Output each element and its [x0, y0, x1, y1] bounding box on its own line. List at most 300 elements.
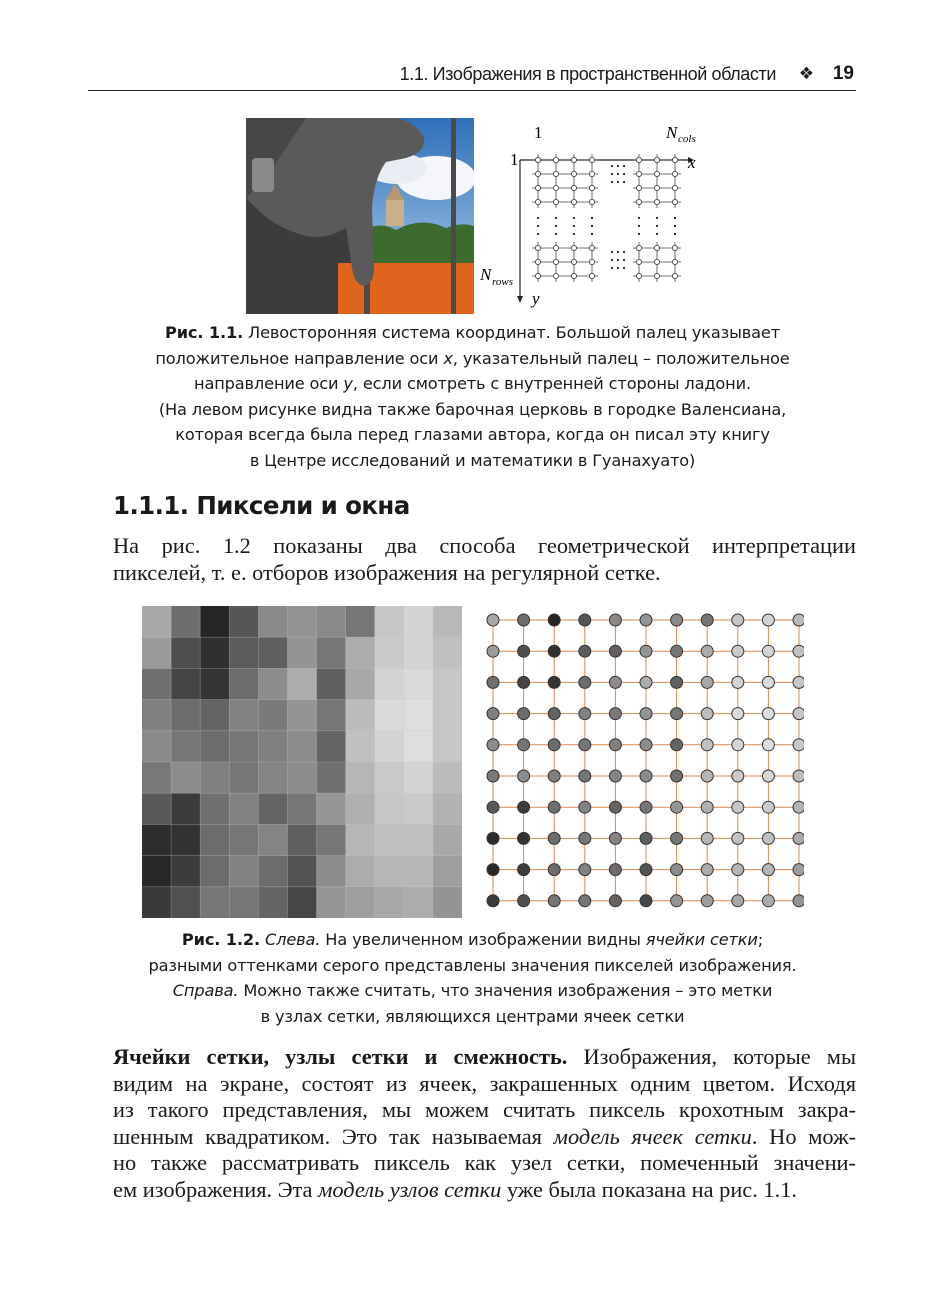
- pixel-cell: [229, 606, 259, 638]
- paragraph-term: модель ячеек сетки: [553, 1123, 752, 1149]
- grid-node: [487, 739, 499, 751]
- caption-text: направление оси: [194, 374, 344, 394]
- grid-node: [609, 708, 621, 720]
- ellipsis-dot: [537, 217, 539, 219]
- ncols-subscript: cols: [678, 133, 696, 145]
- grid-node: [793, 864, 804, 876]
- grid-node: [701, 676, 713, 688]
- diagram-node: [672, 245, 677, 250]
- grid-node: [793, 614, 804, 626]
- pixel-cell: [142, 793, 172, 825]
- ellipsis-dot: [591, 233, 593, 235]
- ellipsis-dot: [573, 225, 575, 227]
- pixel-cell: [258, 887, 288, 918]
- ellipsis-dot: [611, 259, 613, 261]
- grid-node: [548, 614, 560, 626]
- grid-node: [518, 770, 530, 782]
- ellipsis-dot: [555, 225, 557, 227]
- grid-node: [701, 864, 713, 876]
- pixel-cell: [258, 762, 288, 794]
- pixel-cell: [171, 824, 201, 856]
- grid-node: [701, 739, 713, 751]
- grid-node: [732, 708, 744, 720]
- pixel-cell: [287, 637, 317, 669]
- coordinate-grid-diagram: [476, 118, 706, 314]
- grid-node: [701, 801, 713, 813]
- grid-node: [548, 676, 560, 688]
- grid-node: [640, 895, 652, 907]
- pixel-cell: [375, 731, 405, 763]
- pixel-cell: [200, 793, 230, 825]
- grid-node: [487, 801, 499, 813]
- grid-node: [640, 801, 652, 813]
- pixel-cell: [171, 668, 201, 700]
- grid-node: [518, 614, 530, 626]
- pixel-cell: [433, 856, 462, 888]
- pixel-cell: [200, 731, 230, 763]
- grid-node: [640, 770, 652, 782]
- grid-node: [487, 645, 499, 657]
- pixel-cell: [171, 637, 201, 669]
- diagram-node: [571, 245, 576, 250]
- grid-node: [609, 801, 621, 813]
- pixel-cell: [287, 887, 317, 918]
- paragraph-intro: [113, 533, 856, 586]
- pixel-cell: [375, 606, 405, 638]
- pixel-cell: [433, 762, 462, 794]
- pixel-cell: [404, 887, 434, 918]
- ellipsis-dot: [555, 217, 557, 219]
- grid-node: [671, 895, 683, 907]
- grid-node: [579, 864, 591, 876]
- diagram-node: [636, 157, 641, 162]
- grid-node: [487, 895, 499, 907]
- pixel-cell: [404, 700, 434, 732]
- pixel-cell: [142, 668, 172, 700]
- caption-text: которая всегда была перед глазами автора, когда он писал эту книгу: [175, 425, 770, 445]
- grid-node: [701, 708, 713, 720]
- pixel-cell: [404, 856, 434, 888]
- diagram-node: [571, 273, 576, 278]
- grid-node: [793, 708, 804, 720]
- grid-node: [762, 801, 774, 813]
- pixel-cell: [287, 762, 317, 794]
- grid-node: [640, 832, 652, 844]
- ellipsis-dot: [537, 225, 539, 227]
- grid-node: [518, 676, 530, 688]
- diagram-node: [553, 273, 558, 278]
- diagram-node: [672, 199, 677, 204]
- caption-text: (На левом рисунке видна также барочная церковь в городке Валенсиана,: [158, 399, 787, 419]
- grid-node: [609, 864, 621, 876]
- y-axis-arrow-icon: [517, 296, 523, 303]
- diagram-node: [535, 171, 540, 176]
- diagram-node: [535, 199, 540, 204]
- grid-node: [762, 645, 774, 657]
- pixel-cell: [346, 793, 376, 825]
- grid-node: [548, 801, 560, 813]
- grid-node: [671, 739, 683, 751]
- caption-label: Рис. 1.1.: [165, 323, 244, 342]
- pixel-cell: [200, 856, 230, 888]
- pixel-cell: [317, 887, 347, 918]
- grid-node: [609, 832, 621, 844]
- ellipsis-dot: [617, 165, 619, 167]
- grid-node: [518, 708, 530, 720]
- pixel-cell: [171, 700, 201, 732]
- grid-node: [793, 895, 804, 907]
- paragraph-line: [113, 1124, 856, 1151]
- pixel-cell: [229, 731, 259, 763]
- ellipsis-dot: [611, 165, 613, 167]
- pixel-cell: [433, 700, 462, 732]
- ellipsis-dot: [617, 251, 619, 253]
- grid-node: [609, 676, 621, 688]
- diagram-node: [553, 199, 558, 204]
- pixel-cell: [433, 824, 462, 856]
- grid-node: [579, 801, 591, 813]
- diagram-node: [553, 245, 558, 250]
- nrows-subscript: rows: [492, 276, 513, 288]
- diagram-node: [589, 245, 594, 250]
- pixel-cell: [142, 637, 172, 669]
- ellipsis-dot: [638, 217, 640, 219]
- ellipsis-dot: [617, 259, 619, 261]
- pixel-cell: [229, 793, 259, 825]
- ellipsis-dot: [638, 233, 640, 235]
- pixel-cell: [258, 856, 288, 888]
- ellipsis-dot: [537, 233, 539, 235]
- grid-node: [579, 832, 591, 844]
- grid-node: [671, 614, 683, 626]
- pixel-cell: [287, 793, 317, 825]
- pixel-cell: [171, 762, 201, 794]
- ellipsis-dot: [573, 217, 575, 219]
- pixel-cell: [433, 793, 462, 825]
- pixel-cell: [433, 668, 462, 700]
- ellipsis-dot: [656, 233, 658, 235]
- caption-text: , если смотреть с внутренней стороны ладони.: [352, 374, 751, 394]
- diagram-node: [636, 199, 641, 204]
- ellipsis-dot: [638, 225, 640, 227]
- grid-node: [762, 832, 774, 844]
- diagram-node: [535, 273, 540, 278]
- grid-node: [548, 770, 560, 782]
- pixel-cell: [200, 637, 230, 669]
- grid-node: [518, 645, 530, 657]
- pixel-cell: [142, 887, 172, 918]
- caption-term: ячейки сетки: [645, 930, 758, 949]
- diagram-node: [654, 259, 659, 264]
- photo-watch: [252, 158, 274, 192]
- grid-node: [487, 770, 499, 782]
- pixel-cell: [375, 887, 405, 918]
- diagram-node: [672, 171, 677, 176]
- grid-node: [701, 645, 713, 657]
- caption-text: , указательный палец – положительное: [452, 348, 790, 368]
- pixel-cell: [229, 856, 259, 888]
- ellipsis-dot: [623, 267, 625, 269]
- ellipsis-dot: [617, 181, 619, 183]
- grid-node: [732, 645, 744, 657]
- grid-node: [609, 895, 621, 907]
- diagram-node: [535, 185, 540, 190]
- diagram-node: [571, 157, 576, 162]
- pixel-cell: [404, 762, 434, 794]
- grid-node: [579, 708, 591, 720]
- pixel-cell: [258, 824, 288, 856]
- pixel-cell: [171, 731, 201, 763]
- diagram-node: [571, 199, 576, 204]
- pixel-nodes-grid: [484, 608, 804, 914]
- diagram-node: [636, 259, 641, 264]
- paragraph-line: На рис. 1.2 показаны два способа геометрической интерпретации: [113, 533, 856, 558]
- pixel-cell: [229, 824, 259, 856]
- ncols-label: N: [666, 123, 678, 142]
- pixel-cell: [404, 668, 434, 700]
- grid-node: [671, 864, 683, 876]
- grid-node: [487, 832, 499, 844]
- grid-node: [762, 864, 774, 876]
- diagram-node: [654, 245, 659, 250]
- pixel-cell: [317, 668, 347, 700]
- pixel-cell: [404, 793, 434, 825]
- diagram-node: [571, 185, 576, 190]
- pixel-cell: [404, 824, 434, 856]
- diagram-node: [589, 273, 594, 278]
- grid-node: [579, 739, 591, 751]
- pixel-cell: [287, 606, 317, 638]
- grid-node: [793, 770, 804, 782]
- caption-var-x: x: [443, 348, 453, 368]
- grid-node: [762, 708, 774, 720]
- caption-text: разными оттенками серого представлены значения пикселей изображения.: [148, 955, 797, 975]
- grid-node: [732, 676, 744, 688]
- grid-node: [732, 895, 744, 907]
- caption-text: На увеличенном изображении видны: [320, 930, 646, 949]
- pixel-cell: [346, 637, 376, 669]
- pixel-cell: [287, 668, 317, 700]
- ellipsis-dot: [611, 173, 613, 175]
- ellipsis-dot: [674, 233, 676, 235]
- pixel-cell: [229, 700, 259, 732]
- pixel-cell: [317, 731, 347, 763]
- ellipsis-dot: [623, 173, 625, 175]
- nrows-label: N: [480, 265, 492, 284]
- pixel-cell: [258, 606, 288, 638]
- pixel-cell: [404, 637, 434, 669]
- pixel-cell: [258, 793, 288, 825]
- grid-node: [548, 708, 560, 720]
- pixel-cell: [287, 700, 317, 732]
- grid-node: [548, 895, 560, 907]
- grid-node: [793, 801, 804, 813]
- running-title: 1.1. Изображения в пространственной области: [399, 64, 776, 84]
- pixel-cell: [404, 606, 434, 638]
- diagram-node: [636, 245, 641, 250]
- diagram-node: [672, 157, 677, 162]
- paragraph-line: [113, 1177, 856, 1204]
- caption-text: в узлах сетки, являющихся центрами ячеек сетки: [260, 1006, 685, 1026]
- caption-text: ;: [757, 930, 764, 949]
- diagram-node: [654, 185, 659, 190]
- pixel-cell: [433, 731, 462, 763]
- ellipsis-dot: [617, 267, 619, 269]
- ellipsis-dot: [555, 233, 557, 235]
- diagram-node: [654, 171, 659, 176]
- pixel-cell: [229, 887, 259, 918]
- diagram-node: [636, 273, 641, 278]
- grid-node: [732, 832, 744, 844]
- y-start-label: 1: [510, 150, 519, 169]
- x-axis-label: x: [688, 153, 696, 172]
- grid-node: [762, 614, 774, 626]
- grid-node: [640, 614, 652, 626]
- pixel-cell: [200, 606, 230, 638]
- section-heading: 1.1.1. Пиксели и окна: [113, 491, 410, 520]
- diagram-node: [672, 259, 677, 264]
- diagram-node: [589, 259, 594, 264]
- pixel-cell: [142, 824, 172, 856]
- caption-text: в Центре исследований и математики в Гуанахуато): [249, 450, 696, 470]
- diagram-node: [535, 245, 540, 250]
- hand-photo: [246, 118, 474, 314]
- pixel-cell: [171, 856, 201, 888]
- grid-node: [762, 739, 774, 751]
- grid-node: [609, 770, 621, 782]
- grid-node: [793, 676, 804, 688]
- grid-node: [548, 645, 560, 657]
- diagram-node: [553, 157, 558, 162]
- pixel-cell: [200, 700, 230, 732]
- grid-node: [487, 676, 499, 688]
- grid-node: [701, 770, 713, 782]
- grid-node: [487, 614, 499, 626]
- grid-node: [793, 832, 804, 844]
- paragraph-bold-lead: Ячейки сетки, узлы сетки и смежность.: [113, 1044, 568, 1069]
- paragraph-line: [113, 1044, 856, 1071]
- paragraph-text: Изображения, которые мы: [567, 1044, 856, 1069]
- pixel-cell: [229, 637, 259, 669]
- ellipsis-dot: [611, 251, 613, 253]
- grid-node: [640, 676, 652, 688]
- pixel-cell: [200, 668, 230, 700]
- grid-node: [609, 739, 621, 751]
- diagram-node: [553, 171, 558, 176]
- paragraph-line: пикселей, т. е. отборов изображения на регулярной сетке.: [113, 559, 661, 585]
- pixel-cell: [258, 700, 288, 732]
- ellipsis-dot: [623, 259, 625, 261]
- ellipsis-dot: [623, 165, 625, 167]
- pixel-cell: [346, 700, 376, 732]
- ellipsis-dot: [656, 225, 658, 227]
- grid-node: [518, 801, 530, 813]
- pixel-cell: [317, 637, 347, 669]
- pixel-cell: [287, 731, 317, 763]
- paragraph-line: но также рассматривать пиксель как узел сетки, помеченный значени-: [113, 1150, 856, 1176]
- grid-node: [640, 645, 652, 657]
- ellipsis-dot: [623, 251, 625, 253]
- diagram-node: [589, 199, 594, 204]
- pixel-cell: [346, 887, 376, 918]
- grid-node: [701, 614, 713, 626]
- caption-var-y: y: [343, 374, 353, 394]
- photo-church: [386, 200, 404, 226]
- grid-node: [579, 645, 591, 657]
- pixel-cell: [375, 824, 405, 856]
- paragraph-line: видим на экране, состоят из ячеек, закрашенных одним цветом. Исходя: [113, 1070, 856, 1096]
- grid-node: [762, 676, 774, 688]
- diagram-node: [636, 171, 641, 176]
- grid-node: [609, 614, 621, 626]
- pixel-cell: [346, 824, 376, 856]
- grid-node: [487, 708, 499, 720]
- diagram-node: [654, 199, 659, 204]
- paragraph-text: . Но мож-: [751, 1123, 856, 1149]
- grid-node: [640, 864, 652, 876]
- grid-node: [579, 676, 591, 688]
- diagram-node: [571, 259, 576, 264]
- grid-node: [671, 832, 683, 844]
- pixel-cell: [258, 731, 288, 763]
- grid-node: [732, 801, 744, 813]
- page-header: [88, 62, 856, 91]
- diagram-node: [636, 185, 641, 190]
- ellipsis-dot: [656, 217, 658, 219]
- diagram-node: [589, 185, 594, 190]
- diagram-node: [553, 185, 558, 190]
- grid-node: [701, 832, 713, 844]
- caption-right-word: Справа.: [172, 981, 239, 1001]
- pixel-cell: [346, 856, 376, 888]
- paragraph-text: ем изображения. Эта: [113, 1176, 319, 1202]
- pixel-cell: [375, 637, 405, 669]
- grid-node: [548, 739, 560, 751]
- pixel-cell: [375, 762, 405, 794]
- pixel-cell: [375, 856, 405, 888]
- figure-1-1-caption: [110, 320, 835, 474]
- grid-node: [732, 614, 744, 626]
- ellipsis-dot: [591, 225, 593, 227]
- diagram-node: [654, 157, 659, 162]
- pixel-cell: [142, 856, 172, 888]
- x-start-label: 1: [534, 123, 543, 142]
- pixel-cell: [171, 887, 201, 918]
- pixel-cell: [375, 700, 405, 732]
- pixel-cell: [346, 668, 376, 700]
- pixel-cells-grid: [142, 606, 462, 918]
- grid-node: [609, 645, 621, 657]
- ellipsis-dot: [623, 181, 625, 183]
- ellipsis-dot: [611, 181, 613, 183]
- pixel-cell: [317, 700, 347, 732]
- diagram-node: [535, 259, 540, 264]
- pixel-cell: [317, 793, 347, 825]
- pixel-cell: [287, 856, 317, 888]
- pixel-cell: [346, 762, 376, 794]
- caption-text: Можно также считать, что значения изображения – это метки: [238, 981, 773, 1001]
- pixel-cell: [142, 700, 172, 732]
- diagram-node: [672, 185, 677, 190]
- grid-node: [793, 645, 804, 657]
- grid-node: [671, 676, 683, 688]
- ellipsis-dot: [674, 225, 676, 227]
- grid-node: [671, 645, 683, 657]
- page-number: 19: [832, 63, 854, 84]
- ellipsis-dot: [674, 217, 676, 219]
- pixel-cell: [375, 668, 405, 700]
- ornament-icon: ❖: [798, 64, 814, 84]
